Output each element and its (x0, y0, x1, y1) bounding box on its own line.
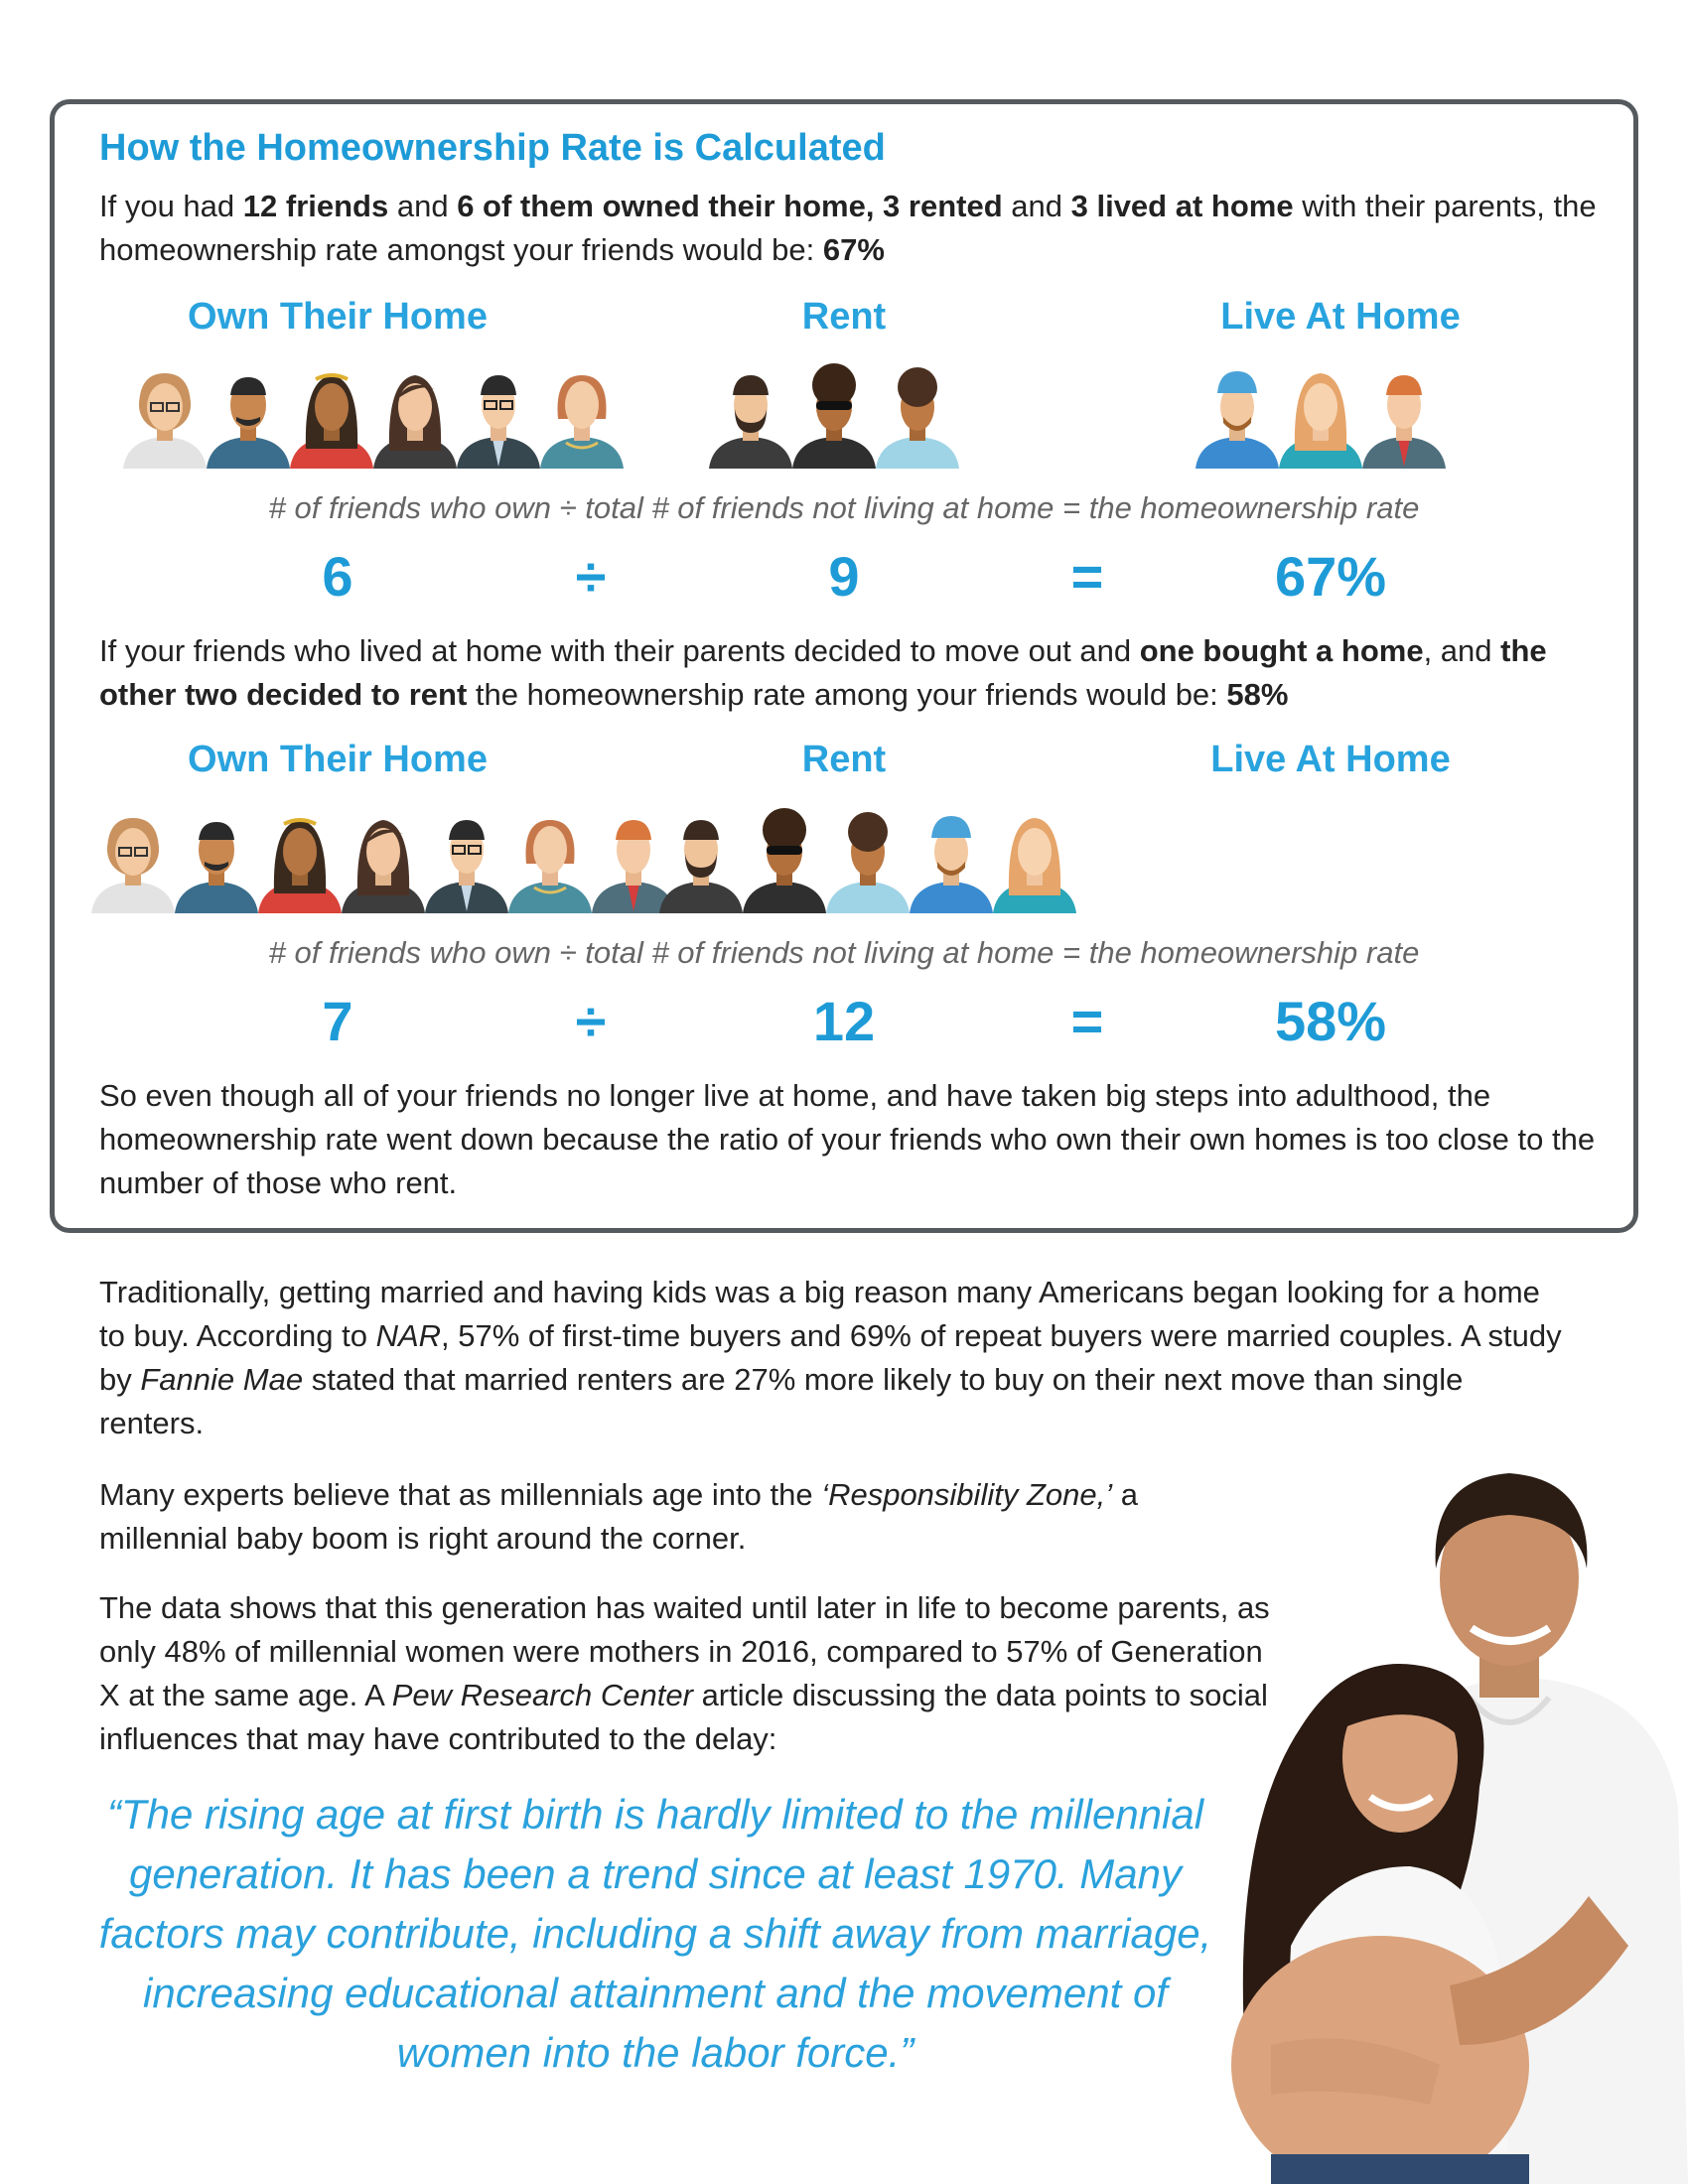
person-avatar-icon (872, 359, 963, 469)
header-live-at-home-2: Live At Home (1210, 739, 1451, 780)
person-avatar-icon (203, 359, 294, 469)
intro-paragraph: If you had 12 friends and 6 of them owned their home, 3 rented and 3 lived at home with their parents, the homeownership rate amongst your friends would be: 67% (99, 189, 1597, 267)
person-avatar-icon (421, 804, 512, 913)
person-avatar-icon (87, 804, 179, 913)
header-rent-1: Rent (801, 296, 887, 338)
equation-total-2: 12 (812, 990, 876, 1052)
person-avatar-icon (1358, 359, 1450, 469)
equation-total-1: 9 (828, 545, 860, 608)
person-avatar-icon (338, 804, 429, 913)
person-avatar-icon (453, 359, 544, 469)
equation-owners-2: 7 (322, 990, 353, 1052)
person-avatar-icon (254, 804, 346, 913)
at-home-group-1 (1192, 359, 1442, 469)
person-avatar-icon (906, 804, 997, 913)
equation-result-2: 58% (1274, 990, 1387, 1052)
person-avatar-icon (171, 804, 262, 913)
owners-group-2 (87, 804, 671, 913)
equation-divide-1: ÷ (575, 545, 607, 608)
person-avatar-icon (655, 804, 747, 913)
person-avatar-icon (119, 359, 211, 469)
person-avatar-icon (369, 359, 461, 469)
person-avatar-icon (739, 804, 830, 913)
renters-group-2 (655, 804, 1072, 913)
conclusion-paragraph: So even though all of your friends no longer live at home, and have taken big steps into adulthood, the homeownership rate went down because the ratio of your friends who own their own homes is too close to the number of those who rent. (99, 1078, 1596, 1200)
equation-divide-2: ÷ (575, 990, 607, 1052)
body-paragraph-1: Traditionally, getting married and having kids was a big reason many Americans began looking for a home to buy. According to NAR, 57% of first-time buyers and 69% of repeat buyers were married couples. A study by Fannie Mae stated that married renters are 27% more likely to buy on their next move than single renters. (99, 1275, 1562, 1440)
person-avatar-icon (822, 804, 914, 913)
box-title: How the Homeownership Rate is Calculated (99, 127, 886, 169)
body-paragraph-2: Many experts believe that as millennials age into the ‘Responsibility Zone,’ a millennial baby boom is right around the corner. (99, 1477, 1138, 1556)
equation-equals-2: = (1070, 990, 1104, 1052)
equation-result-1: 67% (1274, 545, 1387, 608)
header-own-2: Own Their Home (188, 739, 488, 780)
header-live-at-home-1: Live At Home (1220, 296, 1461, 338)
middle-paragraph: If your friends who lived at home with their parents decided to move out and one bought a home, and the other two decided to rent the homeownership rate among your friends would be: 58% (99, 633, 1547, 712)
person-avatar-icon (504, 804, 596, 913)
body-paragraph-3: The data shows that this generation has waited until later in life to become parents, as only 48% of millennial women were mothers in 2016, compared to 57% of Generation X at the same age. A Pew Research Center article discussing the data points to social influences that may have contributed to the delay: (99, 1590, 1270, 1756)
person-avatar-icon (286, 359, 377, 469)
formula-text-1: # of friends who own ÷ total # of friends not living at home = the homeownership rate (268, 490, 1420, 525)
equation-equals-1: = (1070, 545, 1104, 608)
header-rent-2: Rent (801, 739, 887, 780)
formula-text-2: # of friends who own ÷ total # of friends not living at home = the homeownership rate (268, 935, 1420, 970)
person-avatar-icon (788, 359, 880, 469)
person-avatar-icon (1275, 359, 1366, 469)
equation-owners-1: 6 (322, 545, 353, 608)
person-avatar-icon (536, 359, 628, 469)
person-avatar-icon (1192, 359, 1283, 469)
renters-group-1 (705, 359, 955, 469)
person-avatar-icon (989, 804, 1080, 913)
pew-quote: “The rising age at first birth is hardly limited to the millennial generation. It has been a trend since at least 1970. Many factors may contribute, including a shift away from marriage, increasing educational attainment and the movement of women into the labor force.” (98, 1791, 1212, 2076)
expecting-couple-photo (1211, 1430, 1688, 2184)
owners-group-1 (119, 359, 620, 469)
person-avatar-icon (705, 359, 796, 469)
header-own-1: Own Their Home (188, 296, 488, 338)
